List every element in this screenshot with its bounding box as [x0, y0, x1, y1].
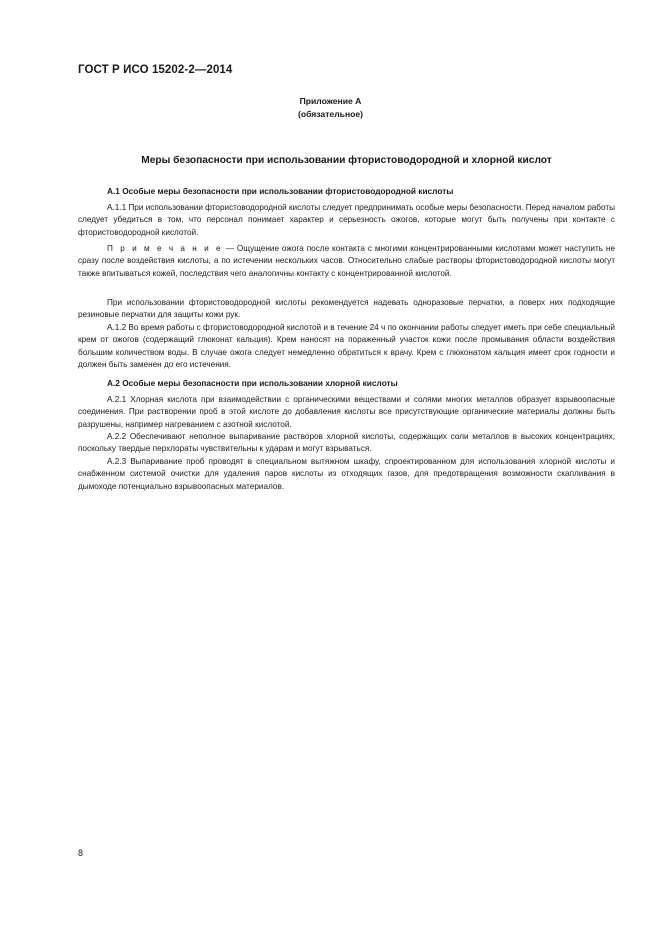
- note-text: — Ощущение ожога после контакта с многими концентрированными кислотами может наступить не сразу после воздействия кислоты, а по истечении нескольких часов. Относительно слабые растворы фтористоводородной кислоты могут также впитываться кожей, последствия чего аналогичны контакту с концентрированной кислотой.: [78, 244, 616, 278]
- paragraph-a2-3: А.2.3 Выпаривание проб проводят в специальном вытяжном шкафу, спроектированном для использования хлорной кислоты и снабженном системой очистки для удаления паров кислоты из отходящих газов, для предотвращения возможности скапливания в дымоходе потенциально взрывоопасных материалов.: [78, 457, 615, 491]
- paragraph-gloves: При использовании фтористоводородной кислоты рекомендуется надевать одноразовые перчатки, а поверх них подходящие резиновые перчатки для защиты кожи рук.: [78, 298, 615, 320]
- note-paragraph: [78, 243, 615, 280]
- annex-title: Меры безопасности при использовании фтористоводородной и хлорной кислот: [141, 155, 552, 166]
- section-a1-heading: А.1 Особые меры безопасности при использовании фтористоводородной кислоты: [107, 186, 454, 196]
- paragraph-a1-1: А.1.1 При использовании фтористоводородной кислоты следует предпринимать особые меры безопасности. Перед началом работы следует убедиться в том, что персонал понимает характер и серьезность ожогов, которые могут быть получены при контакте с фтористоводородной кислотой.: [78, 203, 615, 237]
- paragraph-a2-1: А.2.1 Хлорная кислота при взаимодействии с органическими веществами и солями многих металлов образует взрывоопасные соединения. При растворении проб в этой кислоте до добавления кислоты все присутствующие органические материалы должны быть разрушены, например нагреванием с азотной кислотой.: [78, 395, 615, 429]
- annex-status: (обязательное): [297, 109, 364, 119]
- annex-label: Приложение А: [299, 96, 362, 106]
- page-number: 8: [78, 848, 84, 858]
- document-code: ГОСТ Р ИСО 15202-2—2014: [78, 64, 233, 76]
- note-label: П р и м е ч а н и е: [107, 244, 223, 253]
- paragraph-a1-2: А.1.2 Во время работы с фтористоводородной кислотой и в течение 24 ч по окончании работы следует иметь при себе специальный крем от ожогов (содержащий глюконат кальция). Крем наносят на пораженный участок кожи после промывания области воздействия большим количеством воды. В случае ожога следует немедленно обратиться к врачу. Крем с глюконатом кальция имеет срок годности и должен быть заменен до его истечения.: [78, 323, 615, 370]
- paragraph-a2-2: А.2.2 Обеспечивают неполное выпаривание растворов хлорной кислоты, содержащих соли металлов в высоких концентрациях, поскольку твердые перхлораты чувствительны к ударам и могут взрываться.: [78, 432, 615, 454]
- section-a2-heading: А.2 Особые меры безопасности при использовании хлорной кислоты: [107, 378, 398, 388]
